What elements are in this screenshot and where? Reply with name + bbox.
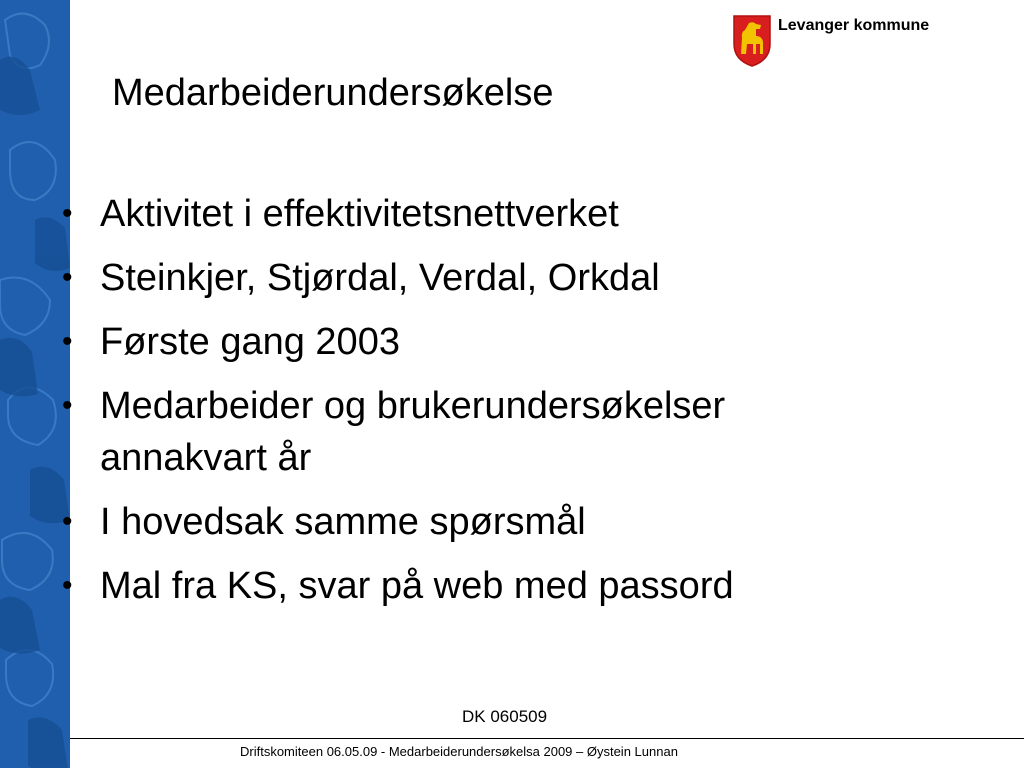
bullet-marker: •	[62, 569, 73, 602]
bullet-item	[58, 380, 890, 484]
slide-title: Medarbeiderundersøkelse	[112, 72, 554, 114]
bullet-item	[58, 188, 958, 240]
bullet-text: Første gang 2003	[100, 321, 400, 363]
bullet-marker: •	[62, 325, 73, 358]
logo-text: Levanger kommune	[778, 17, 930, 34]
bullet-item	[58, 252, 958, 304]
footer-divider	[70, 738, 1024, 739]
bullet-marker: •	[62, 197, 73, 230]
bullet-item	[58, 496, 958, 548]
bullet-text: Mal fra KS, svar på web med passord	[100, 565, 734, 607]
bullet-text: Steinkjer, Stjørdal, Verdal, Orkdal	[100, 257, 660, 299]
bullet-text: Medarbeider og brukerundersøkelser annakvart år	[100, 385, 726, 479]
bullet-list	[58, 188, 958, 624]
bullet-marker: •	[62, 505, 73, 538]
slide-code: DK 060509	[462, 707, 548, 726]
bullet-text: I hovedsak samme spørsmål	[100, 501, 586, 543]
footer-text: Driftskomiteen 06.05.09 - Medarbeiderundersøkelsa 2009 – Øystein Lunnan	[240, 744, 678, 759]
horse-shield-icon	[732, 14, 772, 68]
municipality-logo	[732, 14, 929, 68]
bullet-marker: •	[62, 389, 73, 422]
bullet-marker: •	[62, 261, 73, 294]
bullet-item	[58, 316, 958, 368]
bullet-item	[58, 560, 958, 612]
bullet-text: Aktivitet i effektivitetsnettverket	[100, 193, 619, 235]
